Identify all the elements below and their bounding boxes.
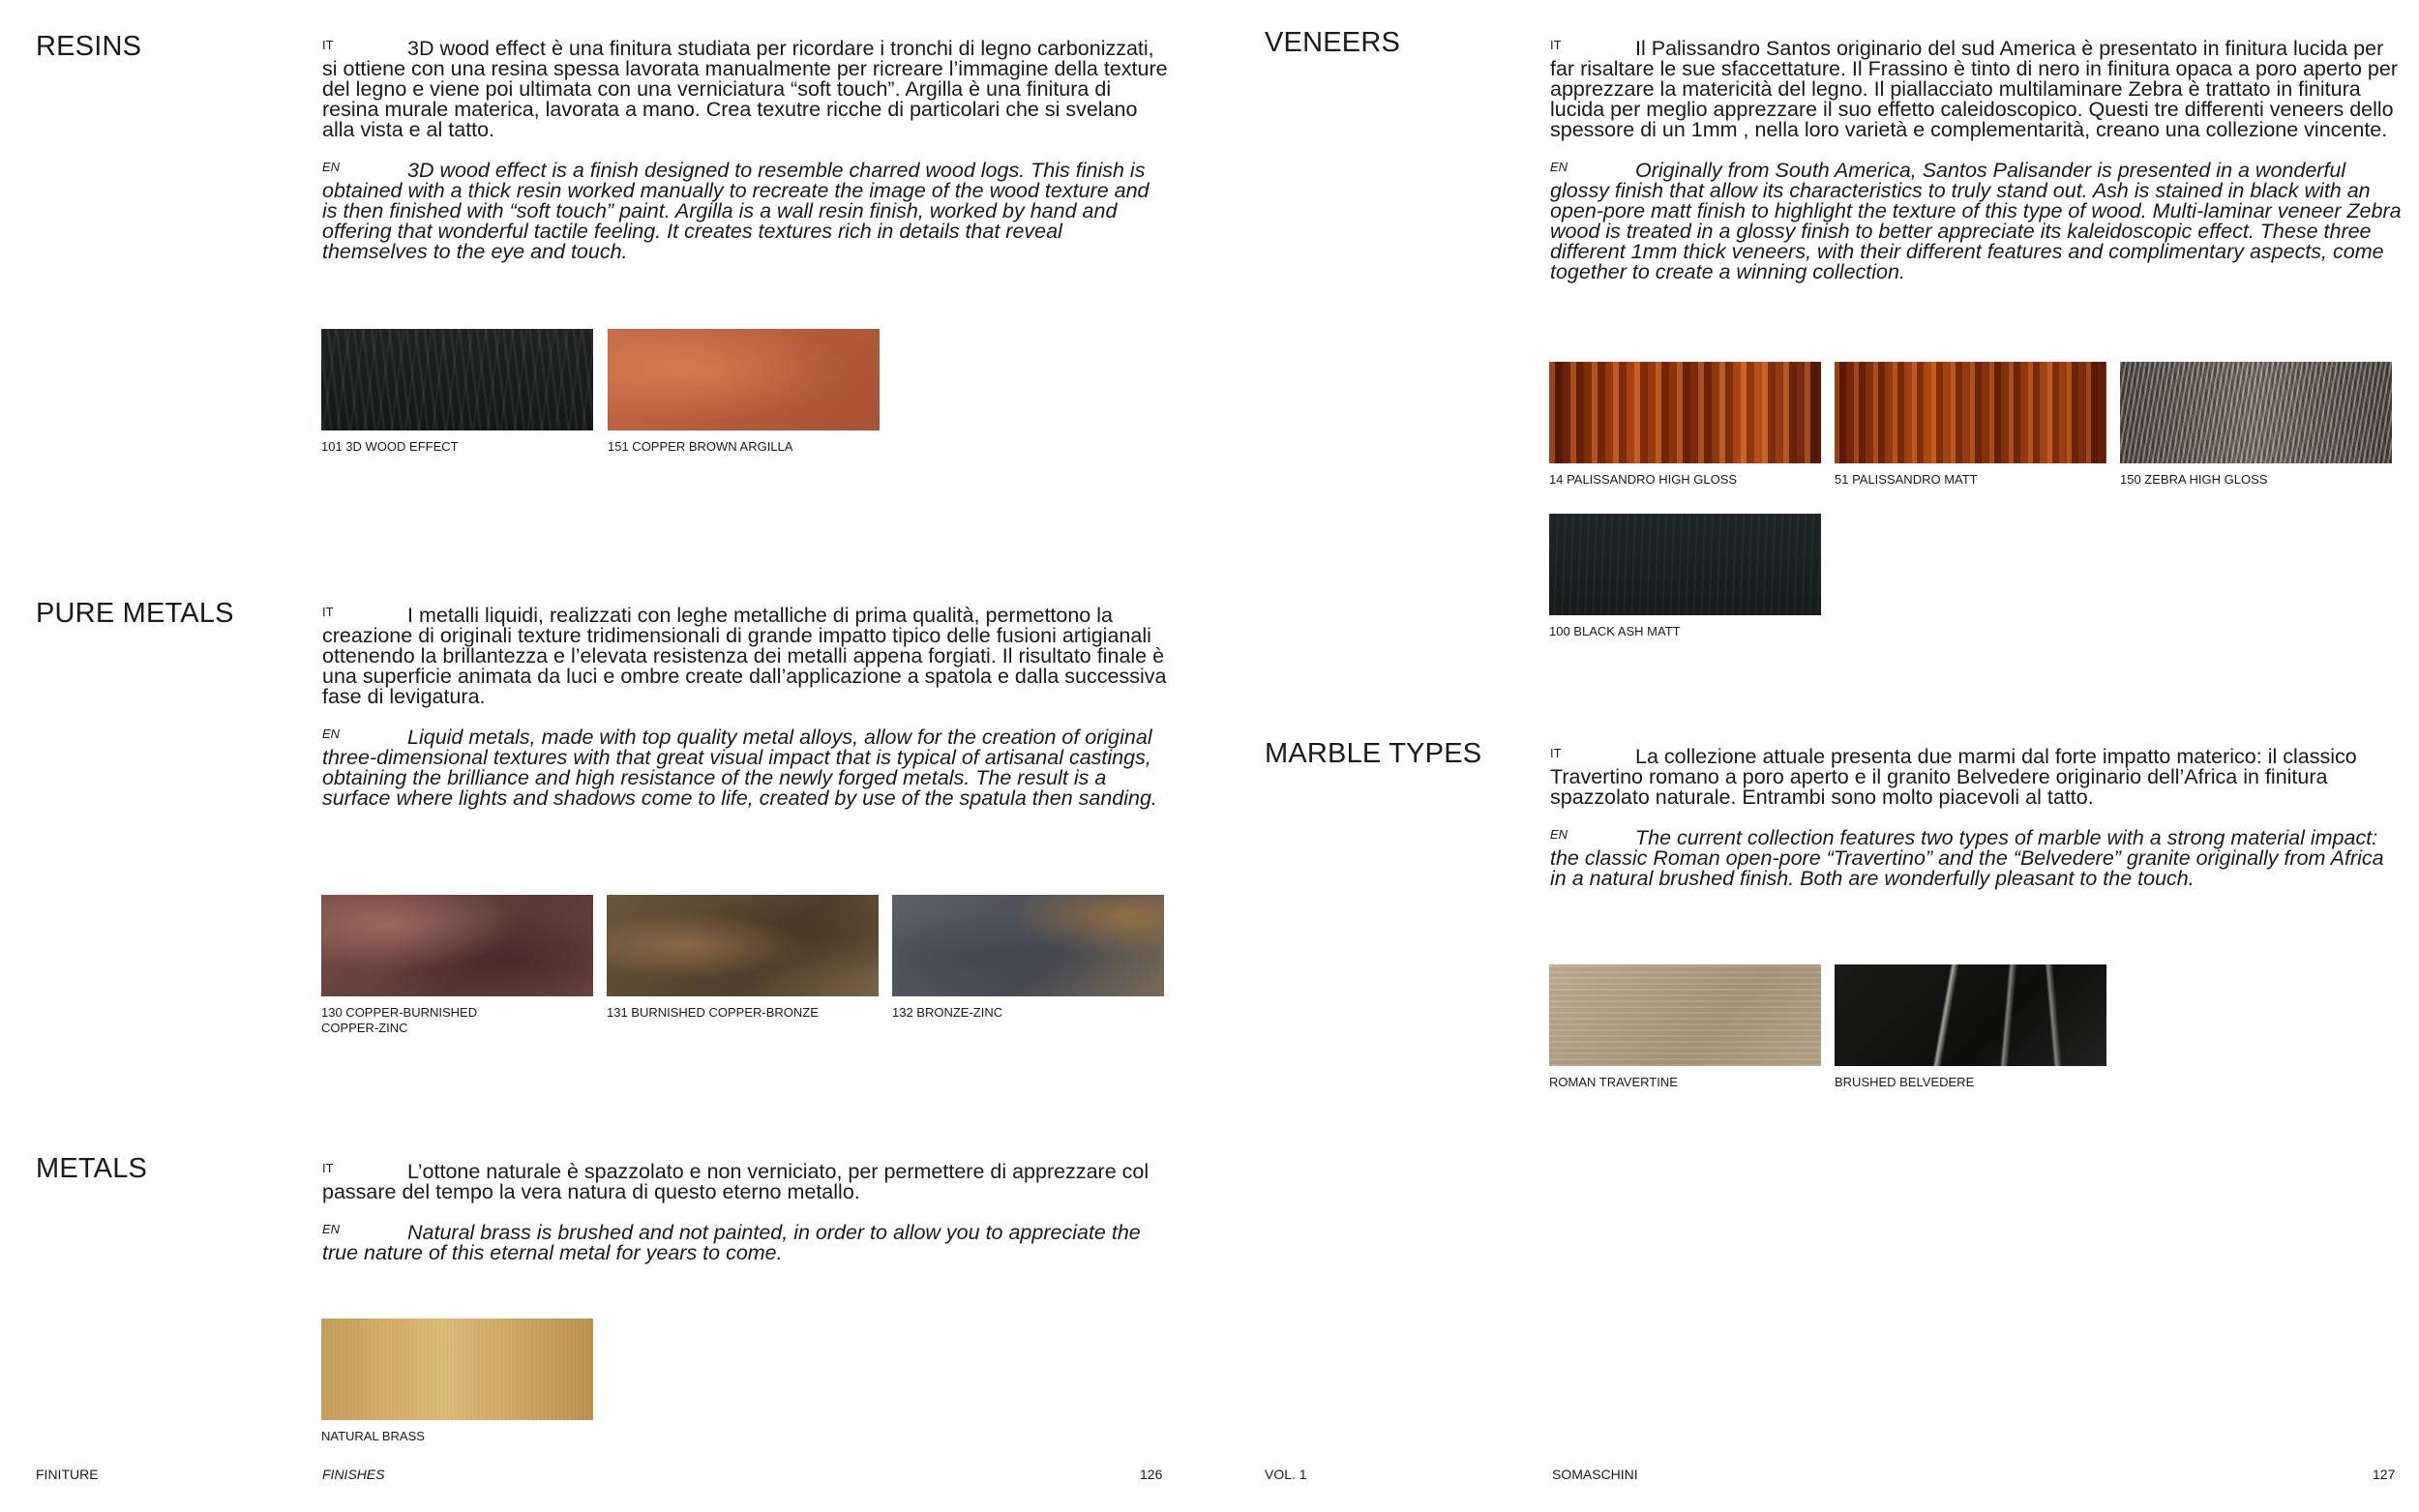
lang-tag-en: EN	[1550, 827, 1568, 842]
swatch-3d-wood-effect	[321, 329, 602, 455]
swatch-image	[1835, 964, 2106, 1066]
resins-description	[322, 39, 1169, 262]
pure-metals-en-paragraph	[322, 727, 1174, 809]
swatch-roman-travertine	[1549, 964, 1830, 1090]
metals-description	[322, 1162, 1174, 1263]
lang-tag-it: IT	[322, 605, 334, 619]
marble-description	[1550, 747, 2402, 889]
swatch-image	[1549, 362, 1821, 463]
resins-en-paragraph	[322, 161, 1169, 262]
swatch-caption: 101 3D WOOD EFFECT	[321, 439, 459, 454]
resins-it-paragraph	[322, 39, 1169, 140]
section-title-marble-types: MARBLE TYPES	[1265, 738, 1482, 769]
swatch-palissandro-matt	[1835, 362, 2115, 488]
pure-metals-en-text: Liquid metals, made with top quality metal alloys, allow for the creation of original three-dimensional textures with that great visual impact that is typical of artisanal castings, obtaining the brilliance and high resistance of the newly forged metals. The result is a surface where lights and shadows come to life, created by use of the spatula then sanding.	[322, 726, 1157, 810]
veneers-en-text: Originally from South America, Santos Palisander is presented in a wonderful glossy finish that allow its characteristics to truly stand out. Ash is stained in black with an open-pore matt finish to highlight the texture of this type of wood. Multi-laminar veneer Zebra wood is treated in a glossy finish to better appreciate its kaleidoscopic effect. These three different 1mm thick veneers, with their different features and complimentary aspects, come together to create a winning collection.	[1550, 159, 2402, 283]
lang-tag-it: IT	[1550, 38, 1562, 52]
metals-en-paragraph	[322, 1223, 1174, 1263]
lang-tag-it: IT	[322, 38, 334, 52]
swatch-caption: NATURAL BRASS	[321, 1429, 425, 1443]
pure-metals-it-text: I metalli liquidi, realizzati con leghe metalliche di prima qualità, permettono la creazione di originali texture tridimensionali di grande impatto tipico delle fusioni artigianali ottenendo la brillantezza e l’elevata resistenza dei metalli appena forgiati. Il risultato finale è una superficie animata da luci e ombre create dall’applicazione a spatola e dalla successiva fase di levigatura.	[322, 604, 1167, 708]
marble-en-paragraph	[1550, 828, 2402, 889]
footer-page-number-right: 127	[2373, 1467, 2396, 1482]
swatch-bronze-zinc	[892, 895, 1173, 1021]
marble-it-paragraph	[1550, 747, 2402, 808]
metals-it-text: L’ottone naturale è spazzolato e non verniciato, per permettere di apprezzare col passare del tempo la vera natura di questo eterno metallo.	[322, 1160, 1150, 1203]
section-title-pure-metals: PURE METALS	[36, 598, 234, 629]
swatch-caption: 51 PALISSANDRO MATT	[1835, 472, 1978, 487]
resins-it-text: 3D wood effect è una finitura studiata per ricordare i tronchi di legno carbonizzati, si ottiene con una resina spessa lavorata manualmente per ricreare l’immagine della texture del legno e viene poi ultimata con una verniciatura “soft touch”. Argilla è una finitura di resina murale materica, lavorata a mano. Crea texutre ricche di particolari che si svelano alla vista e al tatto.	[322, 37, 1168, 141]
swatch-caption: 151 COPPER BROWN ARGILLA	[608, 439, 793, 454]
pure-metals-it-paragraph	[322, 606, 1174, 707]
footer-section-name: FINITURE	[36, 1467, 99, 1482]
veneers-description	[1550, 39, 2402, 282]
lang-tag-en: EN	[322, 726, 341, 741]
swatch-black-ash-matt	[1549, 514, 1830, 639]
lang-tag-en: EN	[322, 160, 341, 174]
footer-brand: SOMASCHINI	[1552, 1467, 1638, 1482]
swatch-caption: 131 BURNISHED COPPER-BRONZE	[607, 1005, 819, 1020]
metals-it-paragraph	[322, 1162, 1174, 1202]
swatch-image	[892, 895, 1164, 996]
lang-tag-en: EN	[322, 1222, 341, 1236]
swatch-image	[608, 329, 880, 430]
lang-tag-en: EN	[1550, 160, 1568, 174]
swatch-caption: 150 ZEBRA HIGH GLOSS	[2120, 472, 2268, 487]
footer-page-number-left: 126	[1140, 1467, 1163, 1482]
resins-en-text: 3D wood effect is a finish designed to resemble charred wood logs. This finish is obtained with a thick resin worked manually to recreate the image of the wood texture and is then finished with “soft touch” paint. Argilla is a wall resin finish, worked by hand and offering that wonderful tactile feeling. It creates textures rich in details that reveal themselves to the eye and touch.	[322, 159, 1150, 263]
swatch-caption: BRUSHED BELVEDERE	[1835, 1075, 1975, 1089]
section-title-veneers: VENEERS	[1265, 27, 1400, 58]
swatch-image	[321, 895, 593, 996]
footer-volume: VOL. 1	[1265, 1467, 1307, 1482]
swatch-image	[321, 329, 593, 430]
swatch-copper-brown-argilla	[608, 329, 888, 455]
swatch-palissandro-high-gloss	[1549, 362, 1830, 488]
footer-section-subtitle: FINISHES	[322, 1467, 385, 1482]
swatch-caption: 130 COPPER-BURNISHED COPPER-ZINC	[321, 1005, 478, 1035]
swatch-caption: ROMAN TRAVERTINE	[1549, 1075, 1678, 1089]
marble-en-text: The current collection features two types of marble with a strong material impact: the classic Roman open-pore “Travertino” and the “Belvedere” granite originally from Africa in a natural brushed finish. Both are wonderfully pleasant to the touch.	[1550, 826, 2384, 890]
swatch-caption: 132 BRONZE-ZINC	[892, 1005, 1003, 1020]
swatch-zebra-high-gloss	[2120, 362, 2401, 488]
swatch-burnished-copper-bronze	[607, 895, 887, 1021]
lang-tag-it: IT	[322, 1161, 334, 1175]
veneers-en-paragraph	[1550, 161, 2402, 282]
swatch-brushed-belvedere	[1835, 964, 2115, 1090]
swatch-image	[1549, 514, 1821, 615]
swatch-copper-burnished-copper-zinc	[321, 895, 593, 1036]
swatch-image	[2120, 362, 2392, 463]
swatch-image	[1549, 964, 1821, 1066]
pure-metals-description	[322, 606, 1174, 809]
swatch-image	[1835, 362, 2106, 463]
swatch-natural-brass	[321, 1319, 602, 1444]
section-title-metals: METALS	[36, 1153, 148, 1184]
metals-en-text: Natural brass is brushed and not painted, in order to allow you to appreciate the true nature of this eternal metal for years to come.	[322, 1221, 1141, 1264]
swatch-image	[607, 895, 879, 996]
veneers-it-paragraph	[1550, 39, 2402, 140]
swatch-caption: 14 PALISSANDRO HIGH GLOSS	[1549, 472, 1738, 487]
swatch-caption: 100 BLACK ASH MATT	[1549, 624, 1681, 638]
section-title-resins: RESINS	[36, 31, 142, 62]
veneers-it-text: Il Palissandro Santos originario del sud America è presentato in finitura lucida per far risaltare le sue sfaccettature. Il Frassino è tinto di nero in finitura opaca a poro aperto per apprezzare la matericità del legno. Il piallacciato multilaminare Zebra è trattato in finitura lucida per meglio apprezzare il suo effetto caleidoscopico. Questi tre differenti veneers dello spessore di un 1mm , nella loro varietà e complementarità, creano una collezione vincente.	[1550, 37, 2398, 141]
lang-tag-it: IT	[1550, 746, 1562, 760]
marble-it-text: La collezione attuale presenta due marmi dal forte impatto materico: il classico Travertino romano a poro aperto e il granito Belvedere originario dell’Africa in finitura spazzolato naturale. Entrambi sono molto piacevoli al tatto.	[1550, 745, 2357, 809]
swatch-image	[321, 1319, 593, 1420]
